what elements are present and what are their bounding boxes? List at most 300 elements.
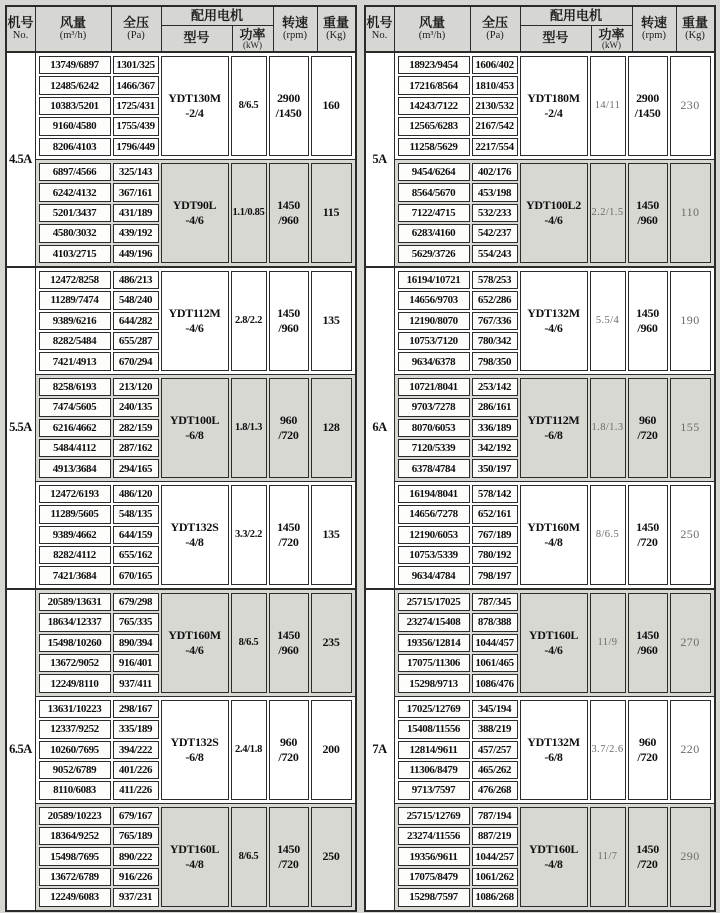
machine-no-cell: 5.5A	[7, 268, 36, 588]
airflow-cell: 12565/6283	[398, 117, 470, 135]
col-header-speed	[633, 7, 677, 51]
flow-pressure-rows	[397, 484, 519, 586]
power-cell: 2.8/2.2	[231, 271, 267, 371]
table-row	[397, 397, 519, 417]
motor-spec-block	[395, 803, 714, 910]
airflow-cell: 8282/4112	[39, 546, 111, 564]
speed-line2: /1450	[634, 105, 661, 120]
pressure-cell: 878/388	[472, 613, 518, 631]
col-header-pressure	[471, 7, 521, 51]
col-header-speed-label: 转速	[281, 15, 308, 31]
speed-cell	[628, 271, 668, 371]
table-row	[38, 806, 160, 826]
pressure-cell: 325/143	[113, 163, 159, 181]
motor-model-line2: -4/6	[185, 642, 204, 657]
flow-pressure-rows	[397, 806, 519, 908]
pressure-cell: 411/226	[113, 781, 159, 799]
table-row	[397, 780, 519, 800]
col-header-weight-label: 重量	[681, 15, 708, 31]
motor-model-cell	[520, 700, 588, 800]
table-row	[397, 740, 519, 760]
pressure-cell: 644/159	[113, 526, 159, 544]
pressure-cell: 554/243	[472, 245, 518, 263]
table-row	[38, 760, 160, 780]
power-cell: 1.8/1.3	[231, 378, 267, 478]
airflow-cell: 18364/9252	[39, 827, 111, 845]
table-row	[397, 162, 519, 182]
table-row	[397, 525, 519, 545]
motor-spec-block	[395, 696, 714, 803]
table-row	[38, 780, 160, 800]
airflow-cell: 8070/6053	[398, 419, 470, 437]
motor-spec-block	[395, 159, 714, 266]
airflow-cell: 14656/9703	[398, 291, 470, 309]
speed-line2: /720	[637, 534, 658, 549]
airflow-cell: 17216/8564	[398, 76, 470, 94]
weight-cell: 115	[311, 163, 352, 263]
motor-model-line2: -4/6	[185, 320, 204, 335]
table-row	[38, 182, 160, 202]
power-cell: 14/11	[590, 56, 626, 156]
pressure-cell: 765/335	[113, 613, 159, 631]
table-row	[397, 377, 519, 397]
col-header-motor-group	[521, 7, 633, 51]
pressure-cell: 1086/476	[472, 674, 518, 692]
motor-spec-block	[36, 481, 355, 588]
speed-line2: /960	[637, 212, 658, 227]
speed-line1: 1450	[277, 627, 300, 642]
table-row	[38, 867, 160, 887]
motor-spec-block	[36, 159, 355, 266]
motor-spec-block	[36, 53, 355, 159]
pressure-cell: 476/268	[472, 781, 518, 799]
airflow-cell: 10721/8041	[398, 378, 470, 396]
power-cell: 1.8/1.3	[590, 378, 626, 478]
col-header-pressure-unit: (Pa)	[486, 30, 504, 42]
table-row	[38, 75, 160, 95]
airflow-cell: 11289/5605	[39, 505, 111, 523]
weight-cell: 290	[670, 807, 711, 907]
motor-model-line2: -4/6	[544, 642, 563, 657]
col-header-airflow	[36, 7, 112, 51]
col-header-no-label: 机号	[366, 15, 393, 31]
speed-line2: /960	[278, 642, 299, 657]
pressure-cell: 890/222	[113, 847, 159, 865]
speed-cell	[269, 700, 309, 800]
motor-model-line1: YDT160M	[527, 519, 580, 534]
flow-pressure-rows	[397, 162, 519, 264]
speed-line2: /720	[637, 856, 658, 871]
pressure-cell: 652/161	[472, 505, 518, 523]
tables-row	[3, 5, 717, 912]
pressure-cell: 342/192	[472, 439, 518, 457]
motor-model-line2: -2/4	[544, 105, 563, 120]
table-row	[397, 331, 519, 351]
pressure-cell: 1810/453	[472, 76, 518, 94]
table-row	[397, 633, 519, 653]
table-row	[38, 887, 160, 907]
col-header-pressure	[112, 7, 162, 51]
pressure-cell: 253/142	[472, 378, 518, 396]
col-header-model-label: 型号	[542, 30, 569, 46]
weight-cell: 270	[670, 593, 711, 693]
airflow-cell: 5629/3726	[398, 245, 470, 263]
motor-model-line1: YDT112M	[168, 305, 221, 320]
col-header-weight-label: 重量	[322, 15, 349, 31]
motor-model-line2: -4/8	[544, 534, 563, 549]
airflow-cell: 7421/3684	[39, 566, 111, 584]
table-row	[397, 96, 519, 116]
motor-spec-block	[395, 590, 714, 696]
pressure-cell: 486/120	[113, 485, 159, 503]
col-header-no	[7, 7, 36, 51]
col-header-no-sub: No.	[12, 30, 29, 42]
motor-model-cell	[520, 271, 588, 371]
pressure-cell: 916/401	[113, 654, 159, 672]
power-cell: 2.4/1.8	[231, 700, 267, 800]
pressure-cell: 350/197	[472, 459, 518, 477]
airflow-cell: 9703/7278	[398, 398, 470, 416]
table-row	[397, 719, 519, 739]
table-row	[397, 116, 519, 136]
table-row	[397, 484, 519, 504]
airflow-cell: 9634/6378	[398, 352, 470, 370]
table-row	[38, 545, 160, 565]
pressure-cell: 2167/542	[472, 117, 518, 135]
flow-pressure-rows	[397, 377, 519, 479]
col-header-power-unit: (kW)	[602, 39, 621, 50]
pressure-cell: 652/286	[472, 291, 518, 309]
airflow-cell: 10753/5339	[398, 546, 470, 564]
weight-cell: 200	[311, 700, 352, 800]
motor-model-line1: YDT180M	[527, 90, 580, 105]
airflow-cell: 25715/17025	[398, 593, 470, 611]
table-row	[397, 244, 519, 264]
speed-line1: 1450	[277, 841, 300, 856]
motor-spec-block	[36, 374, 355, 481]
table-row	[397, 55, 519, 75]
weight-cell: 250	[670, 485, 711, 585]
airflow-cell: 17025/12769	[398, 700, 470, 718]
col-header-speed-label: 转速	[640, 15, 667, 31]
speed-cell	[269, 163, 309, 263]
weight-cell: 135	[311, 485, 352, 585]
motor-model-line1: YDT160M	[168, 627, 221, 642]
motor-model-cell	[520, 807, 588, 907]
pressure-cell: 765/189	[113, 827, 159, 845]
fan-spec-table-right	[364, 5, 716, 912]
airflow-cell: 23274/15408	[398, 613, 470, 631]
model-size-section	[366, 266, 714, 588]
pressure-cell: 578/253	[472, 271, 518, 289]
motor-model-line1: YDT160L	[169, 841, 220, 856]
motor-model-cell	[161, 378, 229, 478]
speed-cell	[269, 271, 309, 371]
weight-cell: 128	[311, 378, 352, 478]
pressure-cell: 1044/257	[472, 847, 518, 865]
motor-model-line2: -2/4	[185, 105, 204, 120]
airflow-cell: 13672/6789	[39, 868, 111, 886]
airflow-cell: 14243/7122	[398, 97, 470, 115]
table-row	[38, 826, 160, 846]
pressure-cell: 937/411	[113, 674, 159, 692]
airflow-cell: 5484/4112	[39, 439, 111, 457]
table-row	[38, 525, 160, 545]
airflow-cell: 8258/6193	[39, 378, 111, 396]
col-header-airflow-label: 风量	[418, 15, 445, 31]
speed-cell	[269, 807, 309, 907]
table-row	[38, 223, 160, 243]
airflow-cell: 9634/4784	[398, 566, 470, 584]
power-cell: 5.5/4	[590, 271, 626, 371]
table-row	[38, 504, 160, 524]
pressure-cell: 298/167	[113, 700, 159, 718]
table-row	[38, 612, 160, 632]
motor-spec-block	[36, 803, 355, 910]
airflow-cell: 4580/3032	[39, 224, 111, 242]
table-row	[38, 203, 160, 223]
pressure-cell: 679/298	[113, 593, 159, 611]
airflow-cell: 7120/5339	[398, 439, 470, 457]
pressure-cell: 937/231	[113, 888, 159, 906]
table-row	[397, 565, 519, 585]
table-header-row	[366, 7, 714, 53]
motor-model-cell	[161, 807, 229, 907]
pressure-cell: 532/233	[472, 204, 518, 222]
motor-model-cell	[520, 593, 588, 693]
table-row	[397, 223, 519, 243]
speed-cell	[269, 378, 309, 478]
table-row	[38, 270, 160, 290]
pressure-cell: 548/240	[113, 291, 159, 309]
speed-line1: 1450	[277, 305, 300, 320]
pressure-cell: 286/161	[472, 398, 518, 416]
motor-blocks	[395, 590, 714, 910]
speed-line1: 1450	[636, 197, 659, 212]
col-header-weight-unit: (Kg)	[326, 30, 346, 42]
table-row	[397, 203, 519, 223]
airflow-cell: 6216/4662	[39, 419, 111, 437]
col-header-power	[592, 26, 632, 51]
flow-pressure-rows	[397, 699, 519, 801]
col-header-speed-unit: (rpm)	[642, 30, 666, 42]
table-row	[38, 397, 160, 417]
pressure-cell: 655/162	[113, 546, 159, 564]
motor-blocks	[36, 590, 355, 910]
airflow-cell: 9160/4580	[39, 117, 111, 135]
airflow-cell: 20589/10223	[39, 807, 111, 825]
airflow-cell: 25715/12769	[398, 807, 470, 825]
weight-cell: 155	[670, 378, 711, 478]
motor-spec-block	[395, 53, 714, 159]
motor-model-cell	[520, 56, 588, 156]
col-header-speed-unit: (rpm)	[283, 30, 307, 42]
pressure-cell: 336/189	[472, 419, 518, 437]
table-row	[38, 565, 160, 585]
col-header-power	[233, 26, 273, 51]
table-row	[38, 55, 160, 75]
speed-line1: 960	[638, 734, 657, 749]
pressure-cell: 542/237	[472, 224, 518, 242]
motor-blocks	[395, 268, 714, 588]
col-header-model	[162, 26, 233, 51]
machine-no-cell: 4.5A	[7, 53, 36, 266]
airflow-cell: 11306/8479	[398, 761, 470, 779]
airflow-cell: 19356/9611	[398, 847, 470, 865]
col-header-weight-unit: (Kg)	[685, 30, 705, 42]
col-header-speed	[274, 7, 318, 51]
airflow-cell: 19356/12814	[398, 634, 470, 652]
airflow-cell: 8206/4103	[39, 138, 111, 156]
pressure-cell: 1301/325	[113, 56, 159, 74]
flow-pressure-rows	[397, 270, 519, 372]
table-row	[397, 592, 519, 612]
airflow-cell: 9052/6789	[39, 761, 111, 779]
motor-model-line1: YDT160L	[528, 627, 579, 642]
pressure-cell: 670/294	[113, 352, 159, 370]
table-row	[397, 270, 519, 290]
flow-pressure-rows	[397, 55, 519, 157]
airflow-cell: 12814/9611	[398, 741, 470, 759]
col-header-model	[521, 26, 592, 51]
pressure-cell: 1061/262	[472, 868, 518, 886]
speed-line1: 960	[279, 412, 298, 427]
table-row	[38, 137, 160, 157]
flow-pressure-rows	[38, 377, 160, 479]
pressure-cell: 644/282	[113, 312, 159, 330]
speed-cell	[628, 807, 668, 907]
col-header-airflow	[395, 7, 471, 51]
table-row	[397, 867, 519, 887]
motor-blocks	[36, 268, 355, 588]
table-row	[38, 719, 160, 739]
airflow-cell: 15498/10260	[39, 634, 111, 652]
table-row	[397, 806, 519, 826]
airflow-cell: 18634/12337	[39, 613, 111, 631]
table-row	[397, 290, 519, 310]
motor-model-line1: YDT90L	[172, 197, 217, 212]
pressure-cell: 798/197	[472, 566, 518, 584]
airflow-cell: 10753/7120	[398, 332, 470, 350]
col-header-airflow-label: 风量	[59, 15, 86, 31]
col-header-airflow-unit: (m³/h)	[418, 30, 446, 42]
motor-spec-block	[395, 374, 714, 481]
machine-no-cell: 6A	[366, 268, 395, 588]
speed-line1: 2900	[277, 90, 300, 105]
machine-no-cell: 7A	[366, 590, 395, 910]
motor-model-line2: -4/8	[185, 856, 204, 871]
motor-model-line2: -6/8	[185, 427, 204, 442]
motor-model-cell	[161, 163, 229, 263]
airflow-cell: 16194/8041	[398, 485, 470, 503]
pressure-cell: 787/194	[472, 807, 518, 825]
flow-pressure-rows	[38, 162, 160, 264]
motor-model-line2: -4/6	[544, 320, 563, 335]
table-row	[38, 311, 160, 331]
motor-group-label: 配用电机	[190, 7, 243, 23]
motor-model-cell	[161, 56, 229, 156]
speed-line2: /720	[278, 856, 299, 871]
motor-blocks	[36, 53, 355, 266]
pressure-cell: 1755/439	[113, 117, 159, 135]
pressure-cell: 1086/268	[472, 888, 518, 906]
airflow-cell: 12190/6053	[398, 526, 470, 544]
airflow-cell: 4913/3684	[39, 459, 111, 477]
airflow-cell: 10260/7695	[39, 741, 111, 759]
motor-model-line2: -4/6	[185, 212, 204, 227]
speed-cell	[269, 56, 309, 156]
table-row	[38, 290, 160, 310]
pressure-cell: 916/226	[113, 868, 159, 886]
pressure-cell: 1061/465	[472, 654, 518, 672]
weight-cell: 110	[670, 163, 711, 263]
pressure-cell: 887/219	[472, 827, 518, 845]
speed-line2: /720	[278, 749, 299, 764]
model-size-section	[7, 53, 355, 266]
speed-cell	[628, 485, 668, 585]
airflow-cell: 6283/4160	[398, 224, 470, 242]
pressure-cell: 394/222	[113, 741, 159, 759]
power-cell: 11/9	[590, 593, 626, 693]
airflow-cell: 6242/4132	[39, 183, 111, 201]
airflow-cell: 7421/4913	[39, 352, 111, 370]
motor-model-line1: YDT160L	[528, 841, 579, 856]
speed-line1: 1450	[277, 519, 300, 534]
weight-cell: 135	[311, 271, 352, 371]
airflow-cell: 17075/8479	[398, 868, 470, 886]
motor-spec-block	[36, 268, 355, 374]
pressure-cell: 578/142	[472, 485, 518, 503]
airflow-cell: 10383/5201	[39, 97, 111, 115]
table-row	[38, 96, 160, 116]
table-row	[397, 545, 519, 565]
speed-cell	[628, 378, 668, 478]
pressure-cell: 402/176	[472, 163, 518, 181]
table-row	[397, 504, 519, 524]
pressure-cell: 335/189	[113, 720, 159, 738]
col-header-power-label: 功率	[598, 26, 625, 42]
table-row	[397, 458, 519, 478]
speed-cell	[628, 163, 668, 263]
table-row	[397, 673, 519, 693]
pressure-cell: 449/196	[113, 245, 159, 263]
speed-line2: /720	[637, 749, 658, 764]
pressure-cell: 1606/402	[472, 56, 518, 74]
model-size-section	[366, 53, 714, 266]
airflow-cell: 4103/2715	[39, 245, 111, 263]
airflow-cell: 12337/9252	[39, 720, 111, 738]
pressure-cell: 655/287	[113, 332, 159, 350]
motor-model-line2: -4/8	[544, 856, 563, 871]
pressure-cell: 294/165	[113, 459, 159, 477]
airflow-cell: 8564/5670	[398, 183, 470, 201]
table-row	[397, 182, 519, 202]
airflow-cell: 11258/5629	[398, 138, 470, 156]
pressure-cell: 345/194	[472, 700, 518, 718]
motor-spec-block	[395, 268, 714, 374]
flow-pressure-rows	[38, 592, 160, 694]
table-row	[38, 699, 160, 719]
motor-model-line1: YDT130M	[168, 90, 221, 105]
airflow-cell: 6378/4784	[398, 459, 470, 477]
motor-model-cell	[161, 271, 229, 371]
pressure-cell: 457/257	[472, 741, 518, 759]
speed-line2: /960	[637, 320, 658, 335]
power-cell: 8/6.5	[231, 593, 267, 693]
speed-line2: /720	[278, 534, 299, 549]
pressure-cell: 388/219	[472, 720, 518, 738]
airflow-cell: 15298/9713	[398, 674, 470, 692]
